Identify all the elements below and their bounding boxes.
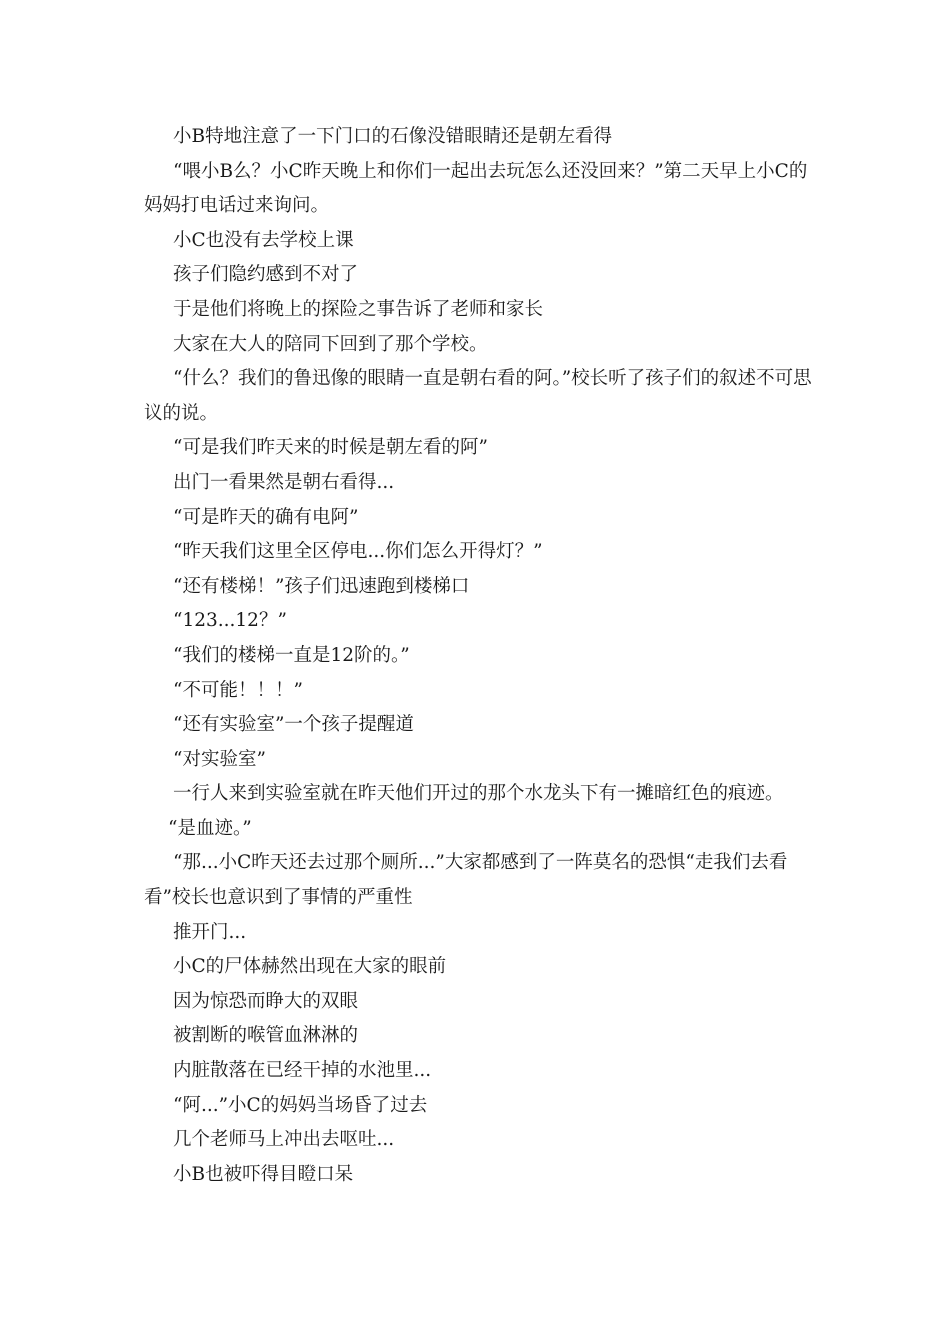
paragraph: “对实验室” [173,748,266,770]
paragraph: “可是昨天的确有电阿” [173,506,359,528]
paragraph: “是血迹。” [168,817,252,839]
paragraph: “123...12？” [173,610,287,632]
paragraph: “还有楼梯！”孩子们迅速跑到楼梯口 [173,575,470,597]
paragraph: “可是我们昨天来的时候是朝左看的阿” [173,437,488,459]
paragraph: 小B也被吓得目瞪口呆 [173,1163,354,1185]
paragraph: 一行人来到实验室就在昨天他们开过的那个水龙头下有一摊暗红色的痕迹。 [173,783,784,805]
paragraph: “阿...”小C的妈妈当场昏了过去 [173,1094,428,1116]
paragraph: “不可能！！！” [173,679,303,701]
paragraph: “喂小B么？小C昨天晚上和你们一起出去玩怎么还没回来？”第二天早上小C的妈妈打电话过来询问。 [144,160,808,217]
paragraph: 几个老师马上冲出去呕吐... [173,1129,395,1151]
paragraph: 被割断的喉管血淋淋的 [173,1025,359,1047]
paragraph: 于是他们将晚上的探险之事告诉了老师和家长 [173,298,544,320]
paragraph: “那...小C昨天还去过那个厕所...”大家都感到了一阵莫名的恐惧“走我们去看看”校长也意识到了事情的严重性 [144,852,788,909]
paragraph: 因为惊恐而睁大的双眼 [173,990,359,1012]
paragraph: 推开门... [173,921,247,943]
paragraph: 大家在大人的陪同下回到了那个学校。 [173,333,488,355]
paragraph: 孩子们隐约感到不对了 [173,264,359,286]
paragraph: 出门一看果然是朝右看得... [173,471,395,493]
paragraph: 小C也没有去学校上课 [173,229,354,251]
paragraph: “还有实验室”一个孩子提醒道 [173,714,414,736]
paragraph: 内脏散落在已经干掉的水池里... [173,1060,432,1082]
paragraph: “什么？我们的鲁迅像的眼睛一直是朝右看的阿。”校长听了孩子们的叙述不可思议的说。 [144,368,812,424]
paragraph: “我们的楼梯一直是12阶的。” [173,644,410,666]
paragraph: “昨天我们这里全区停电...你们怎么开得灯？” [173,541,543,563]
paragraph: 小C的尸体赫然出现在大家的眼前 [173,956,447,978]
paragraph: 小B特地注意了一下门口的石像没错眼睛还是朝左看得 [173,126,613,147]
document-body [144,120,814,1192]
